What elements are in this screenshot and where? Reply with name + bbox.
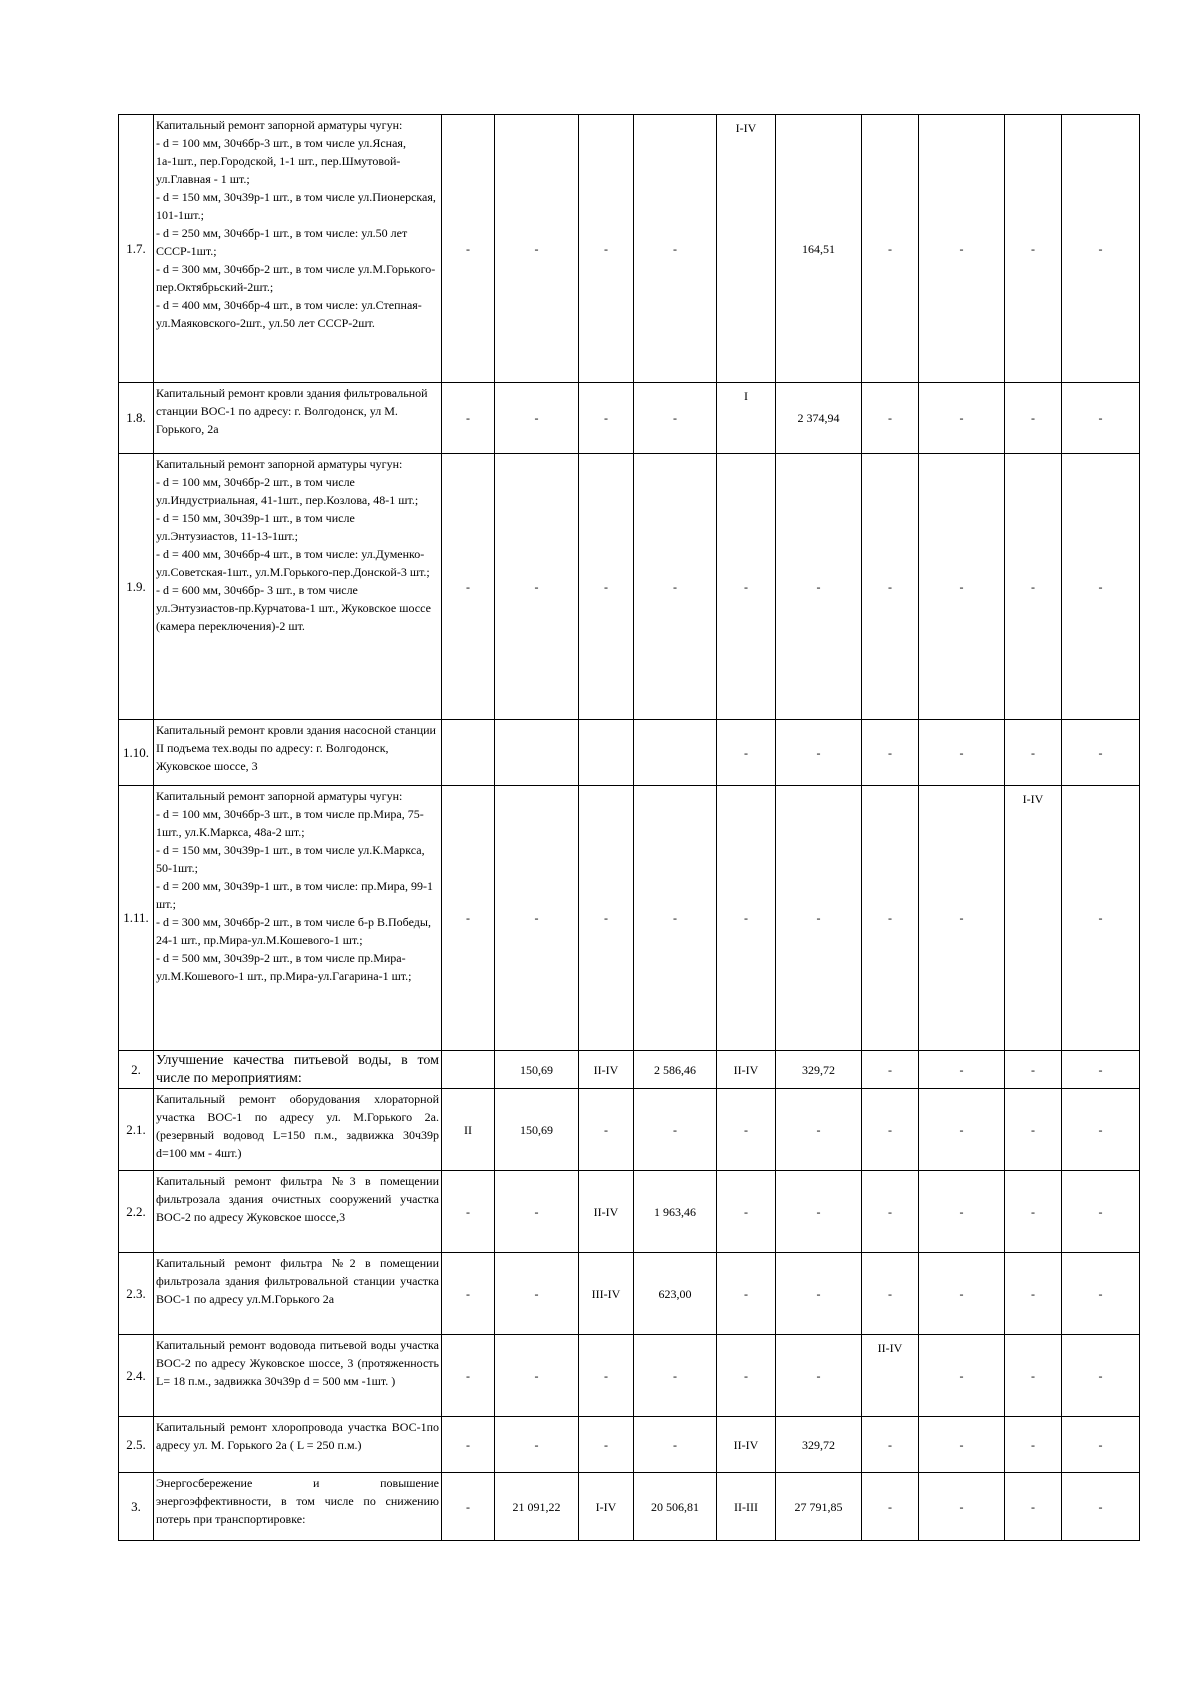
row-value-cell: -: [919, 1171, 1005, 1253]
row-value-cell: -: [717, 1089, 776, 1171]
investment-program-table: [118, 114, 1140, 1541]
row-number: 2.5.: [119, 1417, 154, 1473]
row-value-cell: -: [862, 720, 919, 786]
table-row: [119, 115, 1140, 383]
row-value-cell: -: [862, 1089, 919, 1171]
row-value-cell: -: [442, 454, 495, 720]
row-number: 1.9.: [119, 454, 154, 720]
row-value-cell: -: [1005, 383, 1062, 454]
row-value-cell: -: [579, 454, 634, 720]
row-number: 1.7.: [119, 115, 154, 383]
row-value-cell: [579, 720, 634, 786]
row-value-cell: -: [1062, 1089, 1140, 1171]
row-description: Капитальный ремонт хлоропровода участка ВОС-1по адресу ул. М. Горького 2а ( L = 250 п.м.): [154, 1417, 442, 1473]
row-value-cell: I-IV: [717, 115, 776, 383]
row-description: Капитальный ремонт запорной арматуры чугун: - d = 100 мм, 30ч6бр-2 шт., в том числе ул.Индустриальная, 41-1шт., пер.Козлова, 48-1 шт.; - d = 150 мм, 30ч39р-1 шт., в том числе ул.Энтузиастов, 11-13-1шт.; - d = 400 мм, 30ч6бр-4 шт., в том числе: ул.Думенко-ул.Советская-1шт., ул.М.Горького-пер.Донской-3 шт.; - d = 600 мм, 30ч6бр- 3 шт., в том числе ул.Энтузиастов-пр.Курчатова-1 шт., Жуковское шоссе (камера переключения)-2 шт.: [154, 454, 442, 720]
row-value-cell: 623,00: [634, 1253, 717, 1335]
row-value-cell: -: [442, 786, 495, 1051]
row-value-cell: I-IV: [1005, 786, 1062, 1051]
row-number: 2.: [119, 1051, 154, 1089]
row-value-cell: I: [717, 383, 776, 454]
row-value-cell: II-IV: [717, 1051, 776, 1089]
row-number: 2.3.: [119, 1253, 154, 1335]
row-value-cell: III-IV: [579, 1253, 634, 1335]
row-value-cell: 2 586,46: [634, 1051, 717, 1089]
table-row: [119, 1473, 1140, 1541]
row-value-cell: 164,51: [776, 115, 862, 383]
table-row: [119, 1417, 1140, 1473]
row-value-cell: -: [1005, 1473, 1062, 1541]
row-value-cell: 150,69: [495, 1051, 579, 1089]
row-number: 2.1.: [119, 1089, 154, 1171]
row-value-cell: -: [862, 115, 919, 383]
row-value-cell: -: [919, 1253, 1005, 1335]
row-value-cell: -: [634, 786, 717, 1051]
row-value-cell: 1 963,46: [634, 1171, 717, 1253]
row-value-cell: 150,69: [495, 1089, 579, 1171]
row-value-cell: -: [1062, 1253, 1140, 1335]
row-value-cell: 2 374,94: [776, 383, 862, 454]
row-number: 3.: [119, 1473, 154, 1541]
row-value-cell: -: [776, 1335, 862, 1417]
row-number: 1.11.: [119, 786, 154, 1051]
row-description: Капитальный ремонт фильтра №3 в помещении фильтрозала здания очистных сооружений участка ВОС-2 по адресу Жуковское шоссе,3: [154, 1171, 442, 1253]
row-value-cell: -: [495, 383, 579, 454]
row-value-cell: -: [717, 454, 776, 720]
row-value-cell: -: [495, 786, 579, 1051]
row-description: Капитальный ремонт фильтра №2 в помещении фильтрозала здания фильтровальной станции участка ВОС-1 по адресу ул.М.Горького 2а: [154, 1253, 442, 1335]
row-value-cell: -: [442, 1171, 495, 1253]
row-value-cell: -: [776, 1253, 862, 1335]
row-value-cell: -: [776, 454, 862, 720]
row-value-cell: -: [634, 383, 717, 454]
row-value-cell: II-IV: [579, 1051, 634, 1089]
row-value-cell: -: [495, 454, 579, 720]
row-value-cell: -: [717, 1335, 776, 1417]
row-value-cell: [495, 720, 579, 786]
row-value-cell: -: [862, 1051, 919, 1089]
row-value-cell: -: [919, 1473, 1005, 1541]
row-value-cell: -: [442, 383, 495, 454]
row-value-cell: -: [634, 1417, 717, 1473]
row-value-cell: -: [1005, 1417, 1062, 1473]
row-value-cell: -: [634, 1335, 717, 1417]
row-value-cell: -: [1062, 115, 1140, 383]
row-description: Улучшение качества питьевой воды, в том числе по мероприятиям:: [154, 1051, 442, 1089]
row-value-cell: -: [862, 1417, 919, 1473]
row-value-cell: [442, 1051, 495, 1089]
row-description: Капитальный ремонт водовода питьевой воды участка ВОС-2 по адресу Жуковское шоссе, 3 (протяженность L= 18 п.м., задвижка 30ч39р d = 500 мм -1шт. ): [154, 1335, 442, 1417]
row-value-cell: -: [442, 1335, 495, 1417]
row-value-cell: -: [1005, 1089, 1062, 1171]
row-value-cell: -: [717, 720, 776, 786]
row-value-cell: -: [442, 115, 495, 383]
row-value-cell: I-IV: [579, 1473, 634, 1541]
table-body: [119, 115, 1140, 1541]
row-description: Капитальный ремонт запорной арматуры чугун: - d = 100 мм, 30ч6бр-3 шт., в том числе пр.Мира, 75-1шт., ул.К.Маркса, 48а-2 шт.; - d = 150 мм, 30ч39р-1 шт., в том числе ул.К.Маркса, 50-1шт.; - d = 200 мм, 30ч39р-1 шт., в том числе: пр.Мира, 99-1 шт.; - d = 300 мм, 30ч6бр-2 шт., в том числе б-р В.Победы, 24-1 шт., пр.Мира-ул.М.Кошевого-1 шт.; - d = 500 мм, 30ч39р-2 шт., в том числе пр.Мира-ул.М.Кошевого-1 шт., пр.Мира-ул.Гагарина-1 шт.;: [154, 786, 442, 1051]
table-row: [119, 1335, 1140, 1417]
row-value-cell: -: [579, 383, 634, 454]
row-value-cell: -: [1005, 1051, 1062, 1089]
row-value-cell: -: [495, 1253, 579, 1335]
row-value-cell: -: [1062, 720, 1140, 786]
row-description: Капитальный ремонт кровли здания насосной станции II подъема тех.воды по адресу: г. Волгодонск, Жуковское шоссе, 3: [154, 720, 442, 786]
row-value-cell: II-IV: [862, 1335, 919, 1417]
row-value-cell: -: [862, 786, 919, 1051]
row-value-cell: -: [862, 383, 919, 454]
row-value-cell: 329,72: [776, 1051, 862, 1089]
row-value-cell: -: [919, 1417, 1005, 1473]
row-value-cell: -: [1062, 1473, 1140, 1541]
table-row: [119, 720, 1140, 786]
row-value-cell: -: [776, 1089, 862, 1171]
row-value-cell: -: [1062, 454, 1140, 720]
row-value-cell: -: [919, 786, 1005, 1051]
row-value-cell: -: [919, 720, 1005, 786]
table-row: [119, 1253, 1140, 1335]
row-value-cell: -: [495, 1417, 579, 1473]
row-description: Энергосбережение и повышение энергоэффективности, в том числе по снижению потерь при транспортировке:: [154, 1473, 442, 1541]
table-row: [119, 1089, 1140, 1171]
row-value-cell: -: [919, 454, 1005, 720]
row-value-cell: -: [579, 1089, 634, 1171]
row-value-cell: [634, 720, 717, 786]
row-value-cell: -: [1062, 786, 1140, 1051]
row-value-cell: -: [717, 1171, 776, 1253]
row-description: Капитальный ремонт запорной арматуры чугун: - d = 100 мм, 30ч6бр-3 шт., в том числе ул.Ясная, 1а-1шт., пер.Городской, 1-1 шт., пер.Шмутовой-ул.Главная - 1 шт.; - d = 150 мм, 30ч39р-1 шт., в том числе ул.Пионерская, 101-1шт.; - d = 250 мм, 30ч6бр-1 шт., в том числе: ул.50 лет СССР-1шт.; - d = 300 мм, 30ч6бр-2 шт., в том числе ул.М.Горького-пер.Октябрьский-2шт.; - d = 400 мм, 30ч6бр-4 шт., в том числе: ул.Степная-ул.Маяковского-2шт., ул.50 лет СССР-2шт.: [154, 115, 442, 383]
row-number: 2.4.: [119, 1335, 154, 1417]
row-value-cell: -: [495, 1171, 579, 1253]
row-value-cell: -: [495, 115, 579, 383]
row-description: Капитальный ремонт оборудования хлораторной участка ВОС-1 по адресу ул. М.Горького 2а. (резервный водовод L=150 п.м., задвижка 30ч39р d=100 мм - 4шт.): [154, 1089, 442, 1171]
row-value-cell: -: [579, 786, 634, 1051]
row-value-cell: -: [1005, 454, 1062, 720]
table-row: [119, 383, 1140, 454]
row-value-cell: -: [1062, 1335, 1140, 1417]
row-value-cell: -: [442, 1417, 495, 1473]
row-value-cell: -: [919, 1089, 1005, 1171]
row-value-cell: -: [634, 1089, 717, 1171]
row-number: 1.8.: [119, 383, 154, 454]
row-value-cell: -: [862, 454, 919, 720]
table-row: [119, 1051, 1140, 1089]
row-value-cell: -: [1005, 115, 1062, 383]
row-value-cell: 27 791,85: [776, 1473, 862, 1541]
row-value-cell: -: [1062, 1051, 1140, 1089]
table-row: [119, 786, 1140, 1051]
row-value-cell: -: [919, 1335, 1005, 1417]
row-value-cell: -: [634, 115, 717, 383]
row-number: 2.2.: [119, 1171, 154, 1253]
row-value-cell: -: [634, 454, 717, 720]
row-value-cell: -: [495, 1335, 579, 1417]
row-value-cell: -: [579, 115, 634, 383]
row-value-cell: -: [1062, 1417, 1140, 1473]
row-value-cell: -: [442, 1253, 495, 1335]
row-value-cell: -: [1005, 720, 1062, 786]
row-value-cell: II-IV: [579, 1171, 634, 1253]
row-value-cell: II-III: [717, 1473, 776, 1541]
row-value-cell: -: [1062, 383, 1140, 454]
row-value-cell: -: [862, 1253, 919, 1335]
row-value-cell: 21 091,22: [495, 1473, 579, 1541]
table-row: [119, 1171, 1140, 1253]
row-value-cell: 329,72: [776, 1417, 862, 1473]
row-value-cell: II: [442, 1089, 495, 1171]
row-value-cell: II-IV: [717, 1417, 776, 1473]
row-value-cell: -: [776, 720, 862, 786]
row-value-cell: -: [776, 1171, 862, 1253]
row-value-cell: -: [919, 383, 1005, 454]
row-value-cell: -: [1005, 1335, 1062, 1417]
row-description: Капитальный ремонт кровли здания фильтровальной станции ВОС-1 по адресу: г. Волгодонск, ул М. Горького, 2а: [154, 383, 442, 454]
row-value-cell: -: [717, 1253, 776, 1335]
row-value-cell: -: [862, 1171, 919, 1253]
row-value-cell: [442, 720, 495, 786]
row-value-cell: -: [776, 786, 862, 1051]
row-number: 1.10.: [119, 720, 154, 786]
row-value-cell: -: [919, 115, 1005, 383]
row-value-cell: -: [1062, 1171, 1140, 1253]
row-value-cell: 20 506,81: [634, 1473, 717, 1541]
row-value-cell: -: [579, 1335, 634, 1417]
row-value-cell: -: [442, 1473, 495, 1541]
row-value-cell: -: [579, 1417, 634, 1473]
row-value-cell: -: [717, 786, 776, 1051]
row-value-cell: -: [862, 1473, 919, 1541]
row-value-cell: -: [1005, 1253, 1062, 1335]
table-row: [119, 454, 1140, 720]
row-value-cell: -: [1005, 1171, 1062, 1253]
row-value-cell: -: [919, 1051, 1005, 1089]
